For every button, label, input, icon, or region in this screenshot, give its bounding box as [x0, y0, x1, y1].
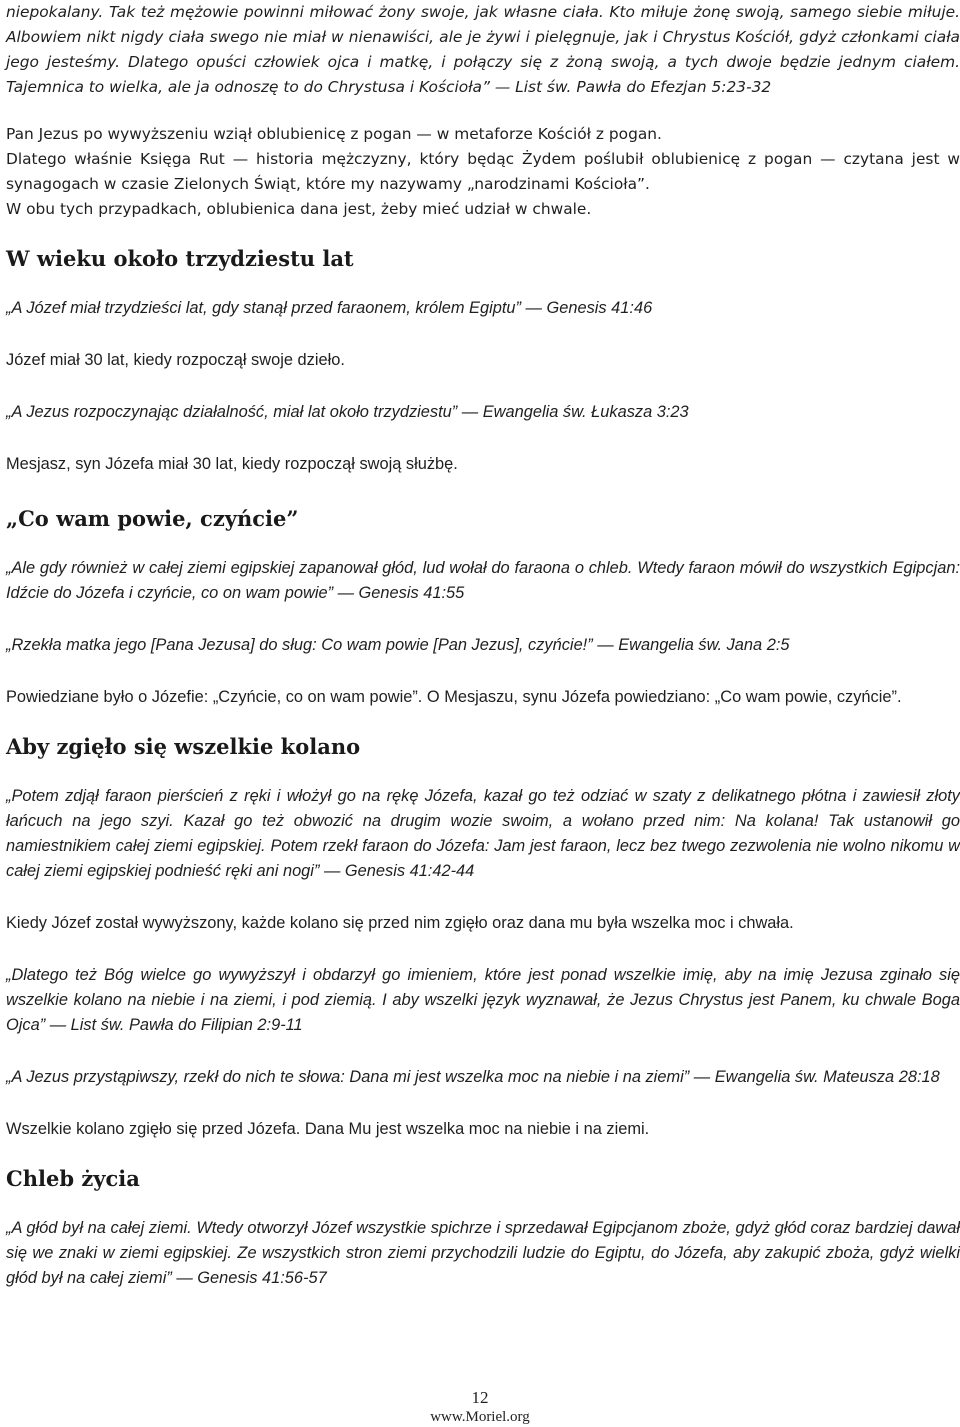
spacer	[6, 477, 960, 504]
scripture-quote: „A Jezus przystąpiwszy, rzekł do nich te słowa: Dana mi jest wszelka moc na niebie i na ziemi” — Ewangelia św. Mateusza 28:18	[6, 1068, 940, 1086]
spacer	[6, 762, 960, 784]
scripture-quote: „Ale gdy również w całej ziemi egipskiej zapanował głód, lud wołał do faraona o chleb. Wtedy faraon mówił do wszystkich Egipcjan: Idźcie do Józefa i czyńcie, co on wam powie” — Genesis 41:55	[6, 559, 960, 602]
scripture-quote: „A Jezus rozpoczynając działalność, miał lat około trzydziestu” — Ewangelia św. Łukasza 3:23	[6, 403, 689, 421]
section-heading: Aby zgięło się wszelkie kolano	[6, 734, 361, 759]
spacer	[6, 534, 960, 556]
spacer	[6, 884, 960, 911]
body-paragraph: Powiedziane było o Józefie: „Czyńcie, co on wam powie”. O Mesjaszu, synu Józefa powiedziano: „Co wam powie, czyńcie”.	[6, 688, 902, 706]
spacer	[6, 606, 960, 633]
body-paragraph: Dlatego właśnie Księga Rut — historia mężczyzny, który będąc Żydem poślubił oblubienicę z pogan — czytana jest w synagogach w czasie Zielonych Świąt, które my nazywamy „narodzinami Kościoła”.	[6, 150, 960, 193]
spacer	[6, 274, 960, 296]
scripture-quote: „Potem zdjął faraon pierścień z ręki i włożył go na rękę Józefa, kazał go też odziać w szaty z delikatnego płótna i zawiesił złoty łańcuch na jego szyi. Kazał go też obwozić na drugim wozie swoim, a wołano przed nim: Na kolana! Tak ustanowił go namiestnikiem całej ziemi egipskiej. Potem rzekł faraon do Józefa: Jam jest faraon, lecz bez twego zezwolenia nie wolno nikomu w całej ziemi egipskiej podnieść ręki ani nogi” — Genesis 41:42-44	[6, 787, 960, 880]
spacer	[6, 936, 960, 963]
page-number: 12	[471, 1388, 489, 1407]
body-paragraph: Mesjasz, syn Józefa miał 30 lat, kiedy rozpoczął swoją służbę.	[6, 455, 458, 473]
footer-url[interactable]: www.Moriel.org	[430, 1409, 530, 1425]
spacer	[6, 658, 960, 685]
body-paragraph: Wszelkie kolano zgięło się przed Józefa. Dana Mu jest wszelka moc na niebie i na ziemi.	[6, 1120, 650, 1138]
spacer	[6, 222, 960, 244]
spacer	[6, 373, 960, 400]
spacer	[6, 1194, 960, 1216]
body-paragraph: Kiedy Józef został wywyższony, każde kolano się przed nim zgięło oraz dana mu była wszelka moc i chwała.	[6, 914, 794, 932]
body-paragraph: W obu tych przypadkach, oblubienica dana jest, żeby mieć udział w chwale.	[6, 200, 592, 218]
scripture-quote: „Dlatego też Bóg wielce go wywyższył i obdarzył go imieniem, które jest ponad wszelkie imię, aby na imię Jezusa zginało się wszelkie kolano na niebie i na ziemi, i pod ziemią. I aby wszelki język wyznawał, że Jezus Chrystus jest Panem, ku chwale Boga Ojca” — List św. Pawła do Filipian 2:9-11	[6, 966, 960, 1034]
spacer	[6, 710, 960, 732]
scripture-quote: „A głód był na całej ziemi. Wtedy otworzył Józef wszystkie spichrze i sprzedawał Egipcjanom zboże, gdyż głód coraz bardziej dawał się we znaki w ziemi egipskiej. Ze wszystkich stron ziemi przychodzili ludzie do Egiptu, do Józefa, aby zakupić zboża, gdyż wielki głód był na całej ziemi” — Genesis 41:56-57	[6, 1219, 960, 1287]
spacer	[6, 100, 960, 122]
spacer	[6, 1142, 960, 1164]
section-heading: W wieku około trzydziestu lat	[6, 246, 354, 271]
body-paragraph: Józef miał 30 lat, kiedy rozpoczął swoje dzieło.	[6, 351, 345, 369]
spacer	[6, 321, 960, 348]
spacer	[6, 425, 960, 452]
section-heading: „Co wam powie, czyńcie”	[6, 506, 299, 531]
body-paragraph: Pan Jezus po wywyższeniu wziął oblubienicę z pogan — w metaforze Kościół z pogan.	[6, 125, 662, 143]
spacer	[6, 1038, 960, 1065]
scripture-quote: niepokalany. Tak też mężowie powinni miłować żony swoje, jak własne ciała. Kto miłuje żonę swoją, samego siebie miłuje. Albowiem nikt nigdy ciała swego nie miał w nienawiści, ale je żywi i pielęgnuje, jak i Chrystus Kościół, gdyż członkami ciała jego jesteśmy. Dlatego opuści człowiek ojca i matkę, i połączy się z żoną swoją, a tych dwoje będzie jednym ciałem. Tajemnica to wielka, ale ja odnoszę to do Chrystusa i Kościoła” — List św. Pawła do Efezjan 5:23-32	[6, 3, 960, 96]
scripture-quote: „A Józef miał trzydzieści lat, gdy stanął przed faraonem, królem Egiptu” — Genesis 41:46	[6, 299, 653, 317]
scripture-quote: „Rzekła matka jego [Pana Jezusa] do sług: Co wam powie [Pan Jezus], czyńcie!” — Ewangelia św. Jana 2:5	[6, 636, 790, 654]
spacer	[6, 1090, 960, 1117]
section-heading: Chleb życia	[6, 1166, 140, 1191]
document-body	[6, 0, 960, 1291]
